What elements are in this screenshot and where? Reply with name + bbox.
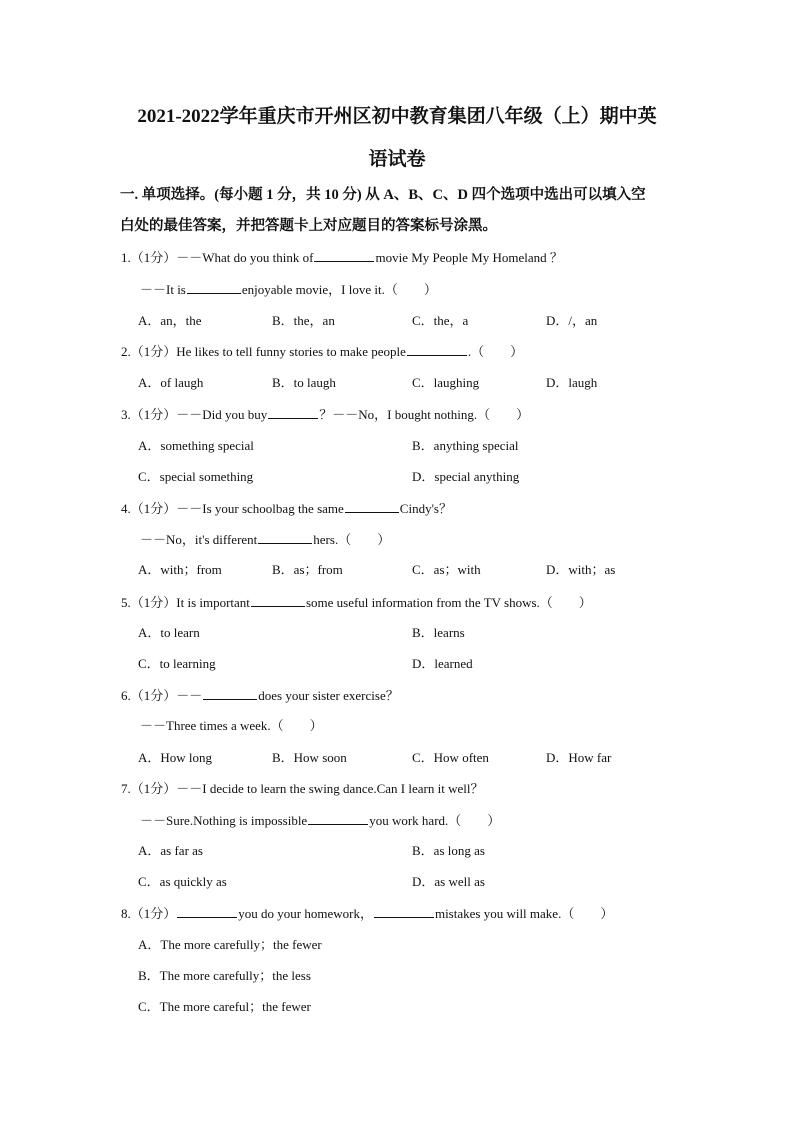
q1-option-d: D．/，an xyxy=(546,313,598,328)
q3-option-c: C．special something xyxy=(138,469,254,484)
q1-option-b: B．the，an xyxy=(272,313,335,328)
question-3-stem: 3.（1分）－－Did you buy ？－－No，I bought nothing.（ ） xyxy=(121,407,530,422)
q4-option-d: D．with；as xyxy=(546,562,616,577)
q7-option-b: B．as long as xyxy=(412,843,485,858)
answer-blank xyxy=(308,811,368,825)
section-instruction-line1: 一. 单项选择。(每小题 1 分，共 10 分) 从 A、B、C、D 四个选项中选出可以填入空 xyxy=(120,187,646,203)
question-7-stem: 7.（1分）－－I decide to learn the swing dance.Can I learn it well？ xyxy=(121,781,484,796)
q6-option-a: A．How long xyxy=(138,750,213,765)
question-1-stem: 1.（1分）－－What do you think of movie My People My Homeland ？ xyxy=(121,250,563,265)
answer-blank xyxy=(314,248,374,262)
q2-option-b: B．to laugh xyxy=(272,375,336,390)
q5-option-a: A．to learn xyxy=(138,625,200,640)
q7-option-d: D．as well as xyxy=(412,874,485,889)
question-6-line2: －－Three times a week.（ ） xyxy=(140,718,323,733)
answer-blank xyxy=(251,593,305,607)
answer-blank xyxy=(268,405,318,419)
question-4-line2: －－No，it's different hers.（ ） xyxy=(140,532,391,547)
question-4-stem: 4.（1分）－－Is your schoolbag the same Cindy's？ xyxy=(121,501,452,516)
question-7-line2: －－Sure.Nothing is impossible you work hard.（ ） xyxy=(140,813,501,828)
q5-option-b: B．learns xyxy=(412,625,465,640)
answer-blank xyxy=(187,280,241,294)
answer-blank xyxy=(345,499,399,513)
q4-option-b: B．as；from xyxy=(272,562,343,577)
exam-title-line1: 2021-2022学年重庆市开州区初中教育集团八年级（上）期中英 xyxy=(137,106,657,127)
q6-option-c: C．How often xyxy=(412,750,489,765)
q3-option-d: D．special anything xyxy=(412,469,520,484)
question-2-stem: 2.（1分）He likes to tell funny stories to make people .（ ） xyxy=(121,344,524,359)
question-5-stem: 5.（1分）It is important some useful information from the TV shows.（ ） xyxy=(121,595,592,610)
q3-option-b: B．anything special xyxy=(412,438,519,453)
answer-blank xyxy=(407,342,467,356)
q5-option-c: C．to learning xyxy=(138,656,216,671)
q4-option-c: C．as；with xyxy=(412,562,481,577)
answer-blank xyxy=(203,686,257,700)
q1-option-a: A．an，the xyxy=(138,313,202,328)
section-instruction-line2: 白处的最佳答案，并把答题卡上对应题目的答案标号涂黑。 xyxy=(120,218,497,234)
q2-option-c: C．laughing xyxy=(412,375,480,390)
q8-option-a: A．The more carefully；the fewer xyxy=(138,937,322,952)
q4-option-a: A．with；from xyxy=(138,562,222,577)
answer-blank xyxy=(374,904,434,918)
q8-option-c: C．The more careful；the fewer xyxy=(138,999,311,1014)
exam-title-line2: 语试卷 xyxy=(368,149,426,170)
q2-option-a: A．of laugh xyxy=(138,375,204,390)
q6-option-d: D．How far xyxy=(546,750,612,765)
q5-option-d: D．learned xyxy=(412,656,473,671)
question-1-line2: －－It is enjoyable movie，I love it.（ ） xyxy=(140,282,437,297)
question-8-stem: 8.（1分） you do your homework， mistakes you will make.（ ） xyxy=(121,906,614,921)
q7-option-a: A．as far as xyxy=(138,843,203,858)
answer-blank xyxy=(177,904,237,918)
q1-option-c: C．the，a xyxy=(412,313,469,328)
q6-option-b: B．How soon xyxy=(272,750,347,765)
question-6-stem: 6.（1分）－－ does your sister exercise？ xyxy=(121,688,399,703)
q7-option-c: C．as quickly as xyxy=(138,874,227,889)
q3-option-a: A．something special xyxy=(138,438,254,453)
answer-blank xyxy=(258,530,312,544)
q2-option-d: D．laugh xyxy=(546,375,598,390)
q8-option-b: B．The more carefully；the less xyxy=(138,968,311,983)
